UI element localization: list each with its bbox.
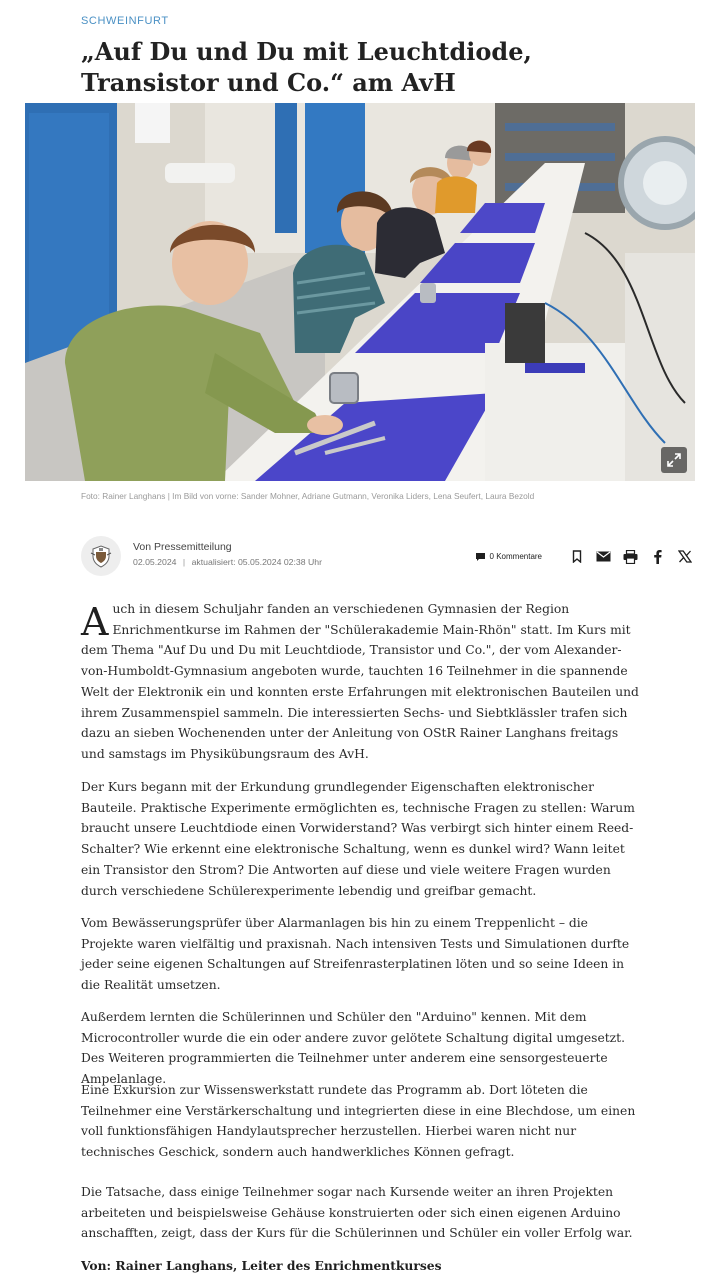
photo-caption: Foto: Rainer Langhans | Im Bild von vorne: Sander Mohner, Adriane Gutmann, Veronika Liders, Lena Seufert, Laura Bezold <box>81 491 535 501</box>
x-share-button[interactable] <box>676 548 693 565</box>
date-separator: | <box>182 557 186 567</box>
article-paragraph-6: Die Tatsache, dass einige Teilnehmer sogar nach Kursende weiter an ihren Projekten arbeiteten und beispielsweise Gehäuse konstruierten oder sich einen eigenen Arduino anschafften, zeigt, dass der Kurs für die Schülerinnen und Schüler ein voller Erfolg war. <box>81 1185 633 1241</box>
email-share-button[interactable] <box>595 548 612 565</box>
envelope-icon <box>596 551 611 562</box>
classroom-photo-illustration <box>25 103 695 481</box>
article-paragraph-5: Eine Exkursion zur Wissenswerkstatt rundete das Programm ab. Dort löteten die Teilnehmer eine Verstärkerschaltung und integrierten diese in eine Blechdose, um einen voll funktionsfähigen Handylautsprecher herzustellen. Hierbei waren nicht nur technisches Geschick, sondern auch handwerkliches Können gefragt. <box>81 1083 636 1160</box>
printer-icon <box>623 550 638 564</box>
comments-link[interactable] <box>475 552 542 562</box>
author-name[interactable]: Von Pressemitteilung <box>133 541 232 553</box>
article-actions <box>475 548 693 565</box>
x-logo-icon <box>678 550 692 563</box>
author-avatar[interactable] <box>81 536 121 576</box>
article-paragraph-1 <box>81 599 641 765</box>
paragraph-1-text: uch in diesem Schuljahr fanden an verschiedenen Gymnasien der Region Enrichmentkurse im Rahmen der "Schülerakademie Main-Rhön" statt. Im Kurs mit dem Thema "Auf Du und Du mit Leuchtdiode, Transistor und Co.", der vom Alexander-von-Humboldt-Gymnasium angeboten wurde, tauchten 16 Teilnehmer in die spannende Welt der Elektronik ein und konnten erste Erfahrungen mit elektronischen Bauteilen und ihrem Zusammenspiel sammeln. Die interessierten Sechs- und Siebtklässler trafen sich dazu an sieben Wochenenden unter der Anleitung von OStR Rainer Langhans freitags und samstags im Physikübungsraum des AvH. <box>81 602 639 761</box>
article-paragraph-2: Der Kurs begann mit der Erkundung grundlegender Eigenschaften elektronischer Bauteile. Praktische Experimente ermöglichten es, technische Fragen zu stellen: Warum braucht unsere Leuchtdiode einen Vorwiderstand? Was verbirgt sich hinter einem Reed-Schalter? Wie erkennt eine elektronische Schaltung, wenn es dunkel wird? Wann leitet ein Transistor den Strom? Die Antworten auf diese und viele weitere Fragen wurden durch verschiedene Schülerexperimente lebendig und greifbar gemacht. <box>81 780 635 898</box>
facebook-share-button[interactable] <box>649 548 666 565</box>
comments-count-label: 0 Kommentare <box>489 552 542 561</box>
section-kicker[interactable]: SCHWEINFURT <box>81 15 169 27</box>
article-dates <box>133 557 322 567</box>
updated-date: aktualisiert: 05.05.2024 02:38 Uhr <box>191 557 322 567</box>
author-meta <box>81 536 693 576</box>
bookmark-button[interactable] <box>568 548 585 565</box>
article-photo[interactable] <box>25 103 695 481</box>
speech-bubble-icon <box>475 552 486 562</box>
article-paragraph-4: Außerdem lernten die Schülerinnen und Schüler den "Arduino" kennen. Mit dem Microcontroller wurde die ein oder andere zuvor gelötete Schaltung digital umgesetzt. Des Weiteren programmierten die Teilnehmer unter anderem eine sensorgesteuerte Ampelanlage. <box>81 1010 626 1087</box>
coat-of-arms-icon <box>88 543 114 569</box>
bookmark-icon <box>572 550 582 563</box>
expand-icon <box>667 453 681 467</box>
drop-cap: A <box>81 600 109 644</box>
published-date: 02.05.2024 <box>133 557 177 567</box>
article-signature: Von: Rainer Langhans, Leiter des Enrichmentkurses <box>81 1258 442 1273</box>
article-headline: „Auf Du und Du mit Leuchtdiode, Transistor und Co.“ am AvH <box>81 37 532 97</box>
facebook-icon <box>653 549 662 564</box>
expand-photo-button[interactable] <box>661 447 687 473</box>
print-button[interactable] <box>622 548 639 565</box>
article-paragraph-3: Vom Bewässerungsprüfer über Alarmanlagen bis hin zu einem Treppenlicht – die Projekte waren vielfältig und praxisnah. Nach intensiven Tests und Simulationen durfte jeder seine eigenen Schaltungen auf Streifenrasterplatinen löten und so seine Ideen in die Realität umsetzen. <box>81 916 630 993</box>
